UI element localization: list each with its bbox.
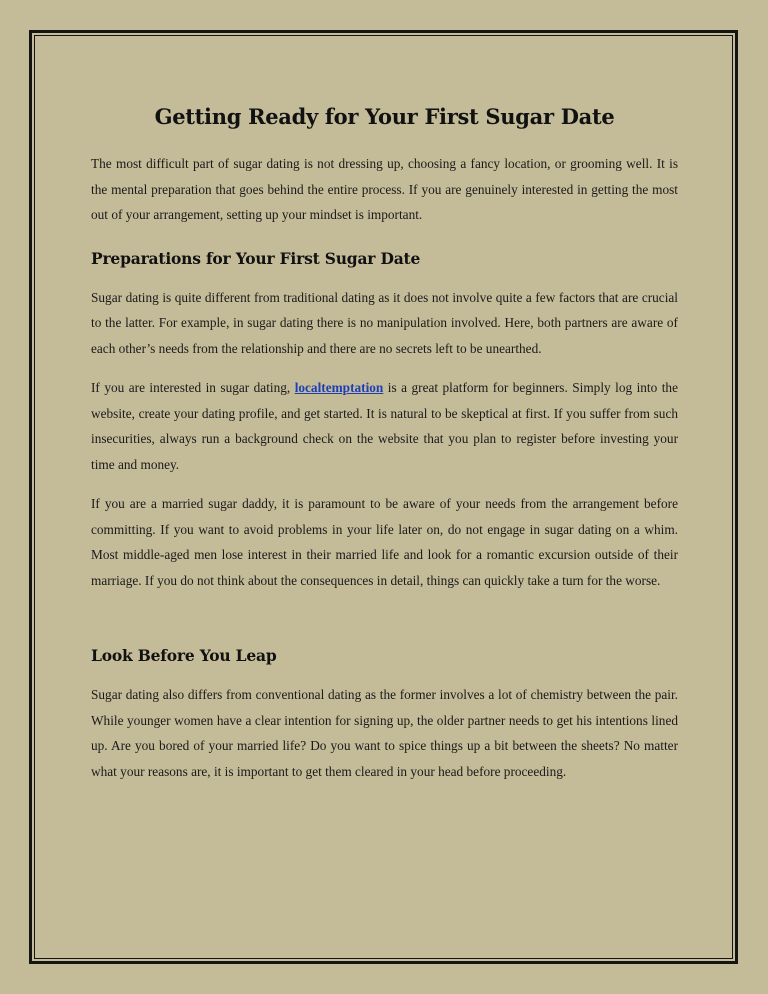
paragraph-text: is a great platform for beginners. Simply log into the website, create your dating profile, and get started. It is natural to be skeptical at first. If you suffer from such insecurities, always run a background check on the website that you plan to register before investing your time and money. xyxy=(91,380,678,472)
section-heading-preparations: Preparations for Your First Sugar Date xyxy=(91,248,421,268)
preparations-paragraph-2 xyxy=(91,375,678,477)
look-before-you-leap-paragraph: Sugar dating also differs from conventional dating as the former involves a lot of chemistry between the pair. While younger women have a clear intention for signing up, the older partner needs to get his intentions lined up. Are you bored of your married life? Do you want to spice things up a bit between the sheets? No matter what your reasons are, it is important to get them cleared in your head before proceeding. xyxy=(91,687,678,779)
preparations-paragraph-1: Sugar dating is quite different from traditional dating as it does not involve quite a few factors that are crucial to the latter. For example, in sugar dating there is no manipulation involved. Here, both partners are aware of each other’s needs from the relationship and there are no secrets left to be unearthed. xyxy=(91,289,678,356)
section-heading-look-before-you-leap: Look Before You Leap xyxy=(91,646,277,665)
spacer xyxy=(91,607,678,646)
localtemptation-link[interactable]: localtemptation xyxy=(294,380,384,395)
document-title: Getting Ready for Your First Sugar Date xyxy=(154,104,615,129)
paragraph-text: If you are interested in sugar dating, xyxy=(91,380,295,395)
intro-paragraph: The most difficult part of sugar dating is not dressing up, choosing a fancy location, or grooming well. It is the mental preparation that goes behind the entire process. If you are genuinely interested in getting the most out of your arrangement, setting up your mindset is important. xyxy=(91,156,678,222)
document-body xyxy=(91,104,678,798)
spacer xyxy=(91,242,678,249)
preparations-paragraph-3: If you are a married sugar daddy, it is paramount to be aware of your needs from the arrangement before committing. If you want to avoid problems in your life later on, do not engage in sugar dating on a whim. Most middle-aged men lose interest in their married life and look for a romantic excursion outside of their marriage. If you do not think about the consequences in detail, things can quickly take a turn for the worse. xyxy=(91,496,678,588)
